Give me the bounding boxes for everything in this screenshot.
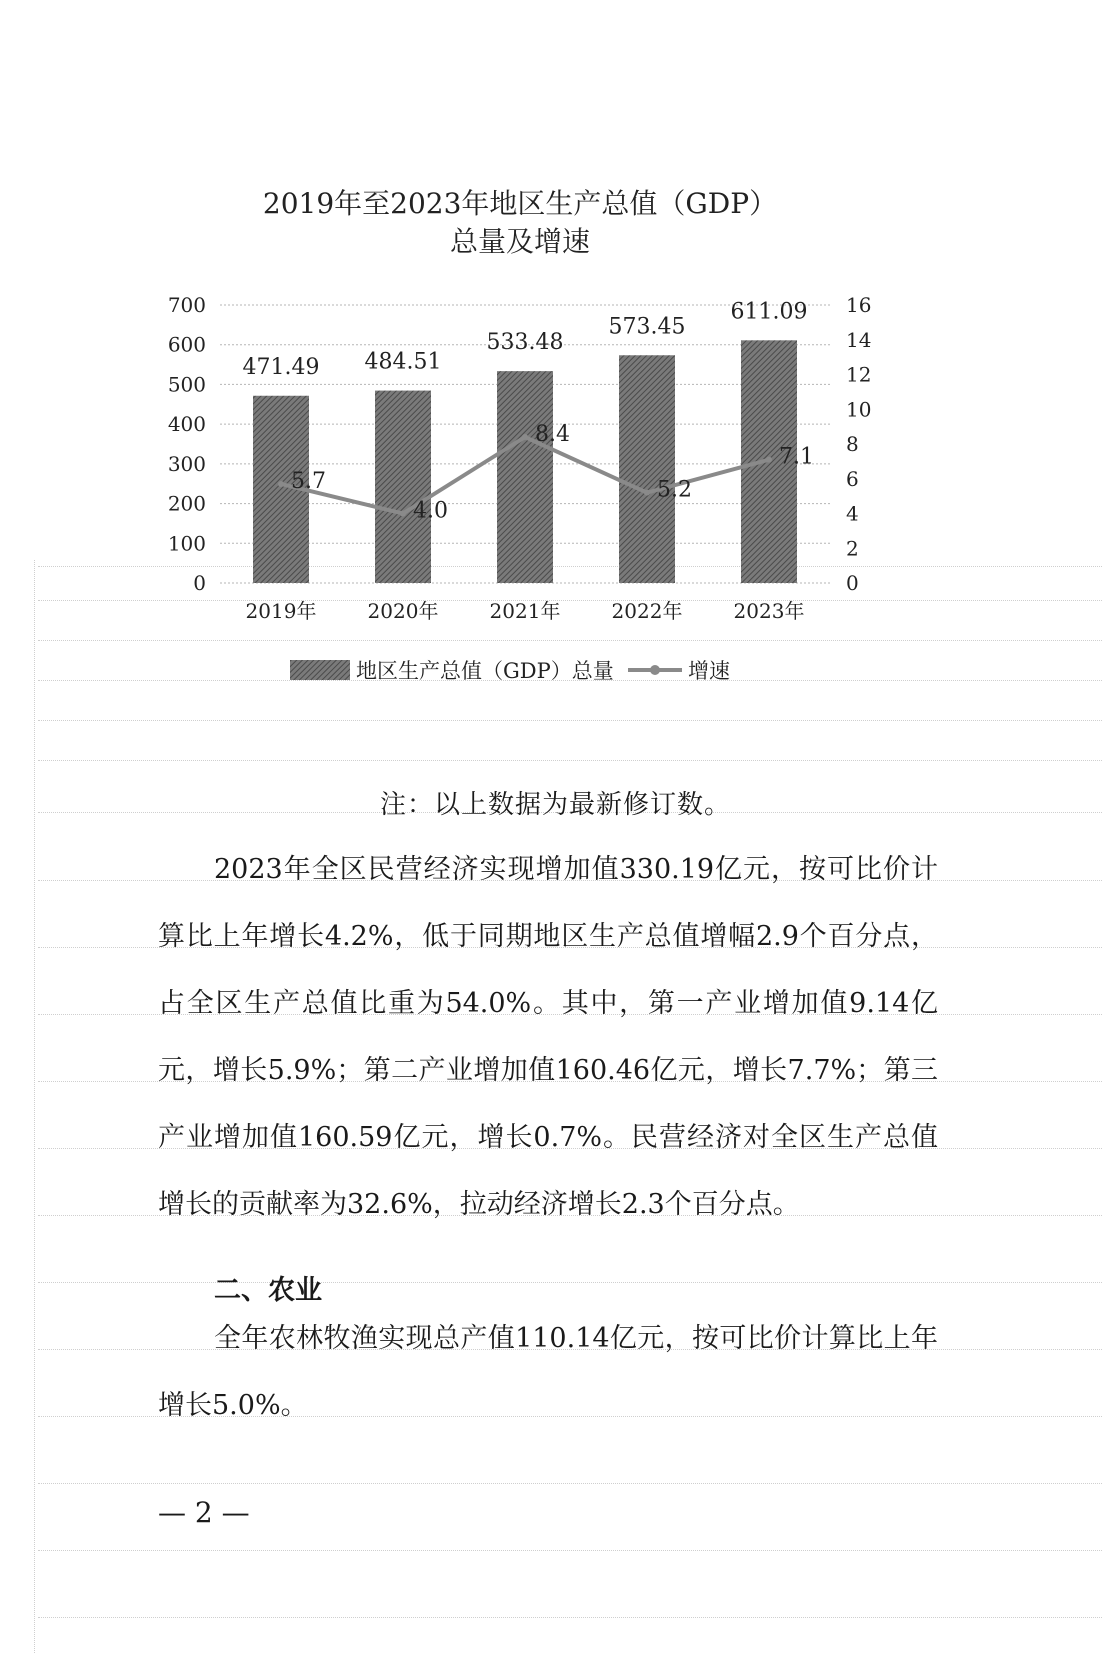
y-right-tick-label: 8 xyxy=(846,432,859,456)
paragraph-text: 2023年全区民营经济实现增加值330.19亿元，按可比价计算比上年增长4.2%，低于同期地区生产总值增幅2.9个百分点，占全区生产总值比重为54.0%。其中，第一产业增加值9.14亿元，增长5.9%；第二产业增加值160.46亿元，增长7.7%；第三产业增加值160.59亿元，增长0.7%。民营经济对全区生产总值增长的贡献率为32.6%，拉动经济增长2.3个百分点。 xyxy=(158,854,938,1220)
x-tick-label: 2022年 xyxy=(611,599,683,623)
y-left-tick-label: 100 xyxy=(167,531,206,556)
x-tick-label: 2019年 xyxy=(245,599,317,623)
growth-point xyxy=(400,511,406,517)
chart-title-line-2: 总量及增速 xyxy=(449,225,590,258)
y-right-tick-label: 12 xyxy=(846,362,872,387)
y-right-tick-label: 10 xyxy=(846,397,872,422)
y-left-tick-label: 600 xyxy=(167,332,206,357)
bar-value-label: 471.49 xyxy=(242,354,320,380)
legend-bar-label: 地区生产总值（GDP）总量 xyxy=(356,659,614,683)
y-right-tick-label: 6 xyxy=(846,466,859,491)
y-right-tick-label: 2 xyxy=(846,536,859,561)
growth-value-label: 8.4 xyxy=(535,422,570,448)
y-right-tick-label: 16 xyxy=(846,293,872,317)
chart-note: 注：以上数据为最新修订数。 xyxy=(380,790,732,820)
growth-value-label: 5.2 xyxy=(657,477,692,503)
body-paragraph-1 xyxy=(158,836,938,1238)
bar-value-label: 611.09 xyxy=(730,299,808,325)
y-right-tick-label: 4 xyxy=(846,501,859,526)
growth-point xyxy=(766,457,772,463)
section-heading: 二、农业 xyxy=(214,1275,322,1306)
gdp-chart xyxy=(140,290,880,710)
x-tick-label: 2023年 xyxy=(733,599,805,623)
paragraph-text: 全年农林牧渔实现总产值110.14亿元，按可比价计算比上年增长5.0%。 xyxy=(158,1323,938,1421)
legend-line-label: 增速 xyxy=(688,659,730,683)
legend-bar-swatch xyxy=(290,660,350,680)
y-left-tick-label: 700 xyxy=(167,293,206,317)
gdp-bar xyxy=(497,371,553,583)
y-left-tick-label: 200 xyxy=(167,491,206,516)
bar-value-label: 484.51 xyxy=(364,349,442,375)
y-left-tick-label: 400 xyxy=(167,412,206,437)
legend-line-marker xyxy=(650,665,660,675)
body-paragraph-2 xyxy=(158,1305,938,1439)
growth-value-label: 4.0 xyxy=(413,498,448,524)
gdp-bar xyxy=(619,355,675,583)
y-right-tick-label: 14 xyxy=(846,327,872,352)
growth-point xyxy=(278,481,284,487)
growth-value-label: 5.7 xyxy=(291,468,326,494)
chart-title-line-1: 2019年至2023年地区生产总值（GDP） xyxy=(262,187,778,220)
x-tick-label: 2021年 xyxy=(489,599,561,623)
growth-point xyxy=(644,490,650,496)
y-left-tick-label: 0 xyxy=(193,571,206,595)
y-left-tick-label: 500 xyxy=(167,372,206,397)
y-right-tick-label: 0 xyxy=(846,571,859,595)
gdp-bar xyxy=(375,391,431,583)
y-left-tick-label: 300 xyxy=(167,451,206,476)
growth-point xyxy=(522,434,528,440)
growth-value-label: 7.1 xyxy=(779,444,814,470)
x-tick-label: 2020年 xyxy=(367,599,439,623)
bar-value-label: 573.45 xyxy=(608,314,686,340)
page-number: — 2 — xyxy=(158,1496,250,1529)
bar-value-label: 533.48 xyxy=(486,330,564,356)
